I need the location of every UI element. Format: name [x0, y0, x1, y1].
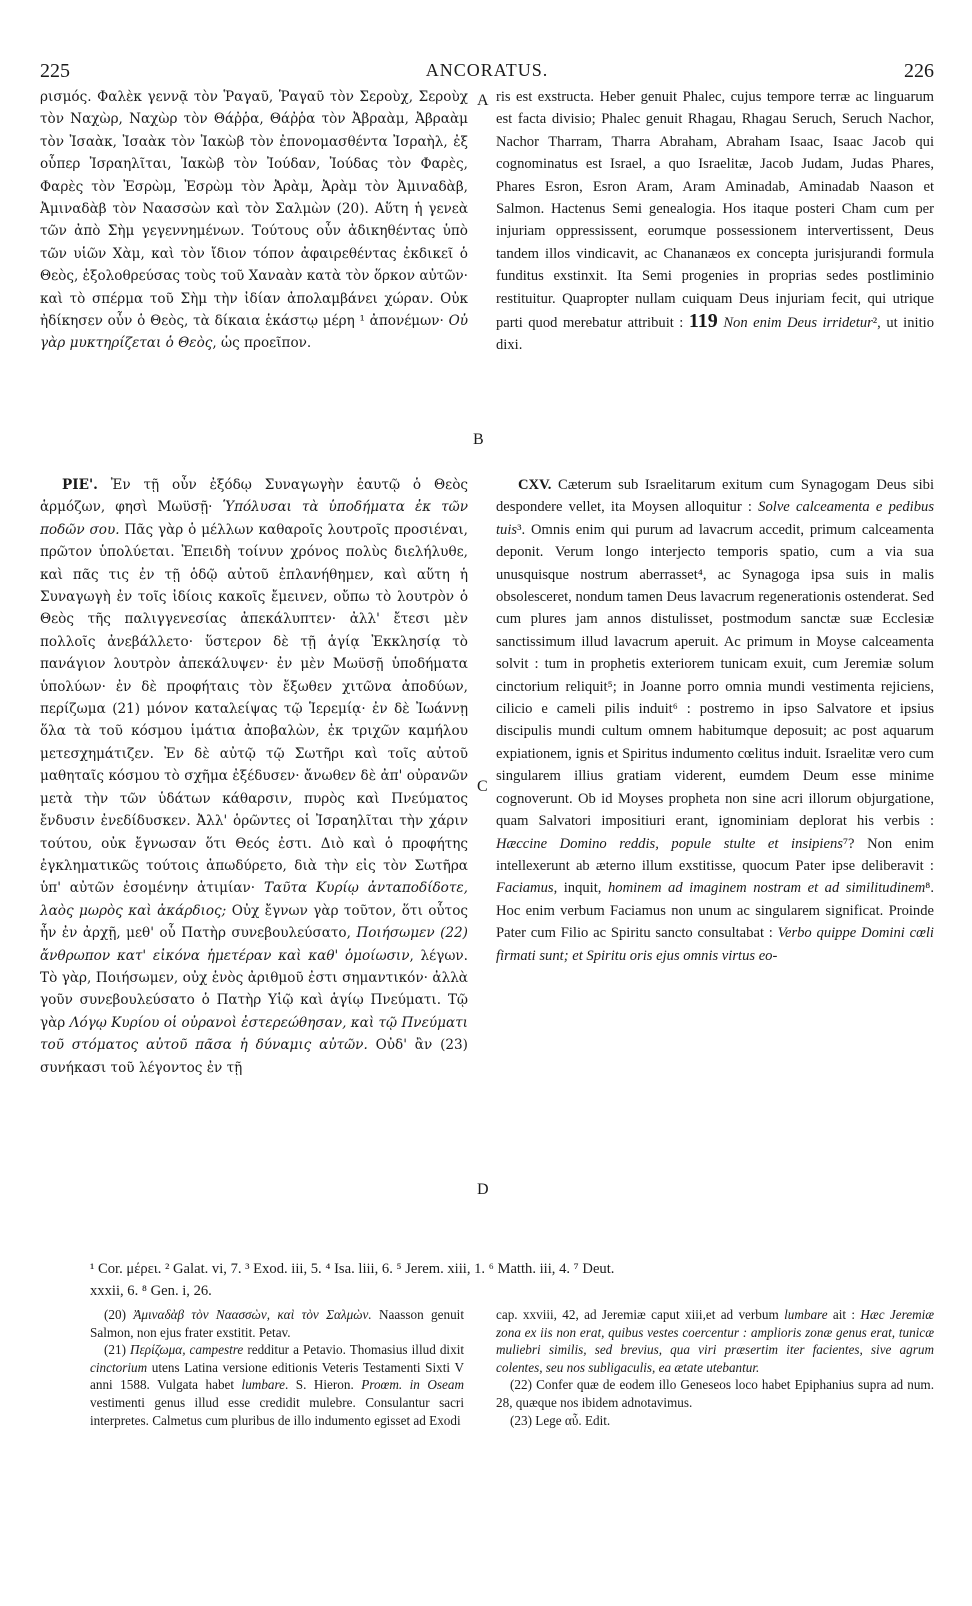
latin-quote: Hæccine Domino reddis, popule stulte et insipiens	[496, 835, 843, 852]
footnote-text: vestimenti genus illud esse credidit mulebre. Consulantur sacri interpretes. Calmetus cum pluribus de illo indumento egisset ad Exodi	[90, 1394, 464, 1428]
footnote-quote: lumbare	[784, 1307, 828, 1322]
greek-column-paragraph-1	[40, 86, 468, 355]
latin-quote: Non enim Deus irridetur	[723, 315, 873, 332]
greek-section-number: ΡΙΕ'.	[62, 477, 98, 493]
footnote-text: redditur a Petavio. Thomasius illud dixit	[247, 1342, 465, 1358]
footnote-22: (22) Confer quæ de eodem illo Geneseos loco habet Epiphanius supra ad num. 28, quæque nos ibidem adnotavimus.	[496, 1377, 934, 1410]
greek-text: , ὡς προεῖπον.	[212, 335, 312, 352]
running-header	[40, 60, 934, 86]
footnote-quote: Ἀμιναδὰβ τὸν Ναασσὼν, καὶ τὸν Σαλμὼν.	[133, 1307, 372, 1322]
footnote-21	[90, 1341, 464, 1429]
latin-text: ⁷? Non enim intellexerunt ab æterno illum exstitisse, quocum Pater ipse deliberavit :	[496, 835, 934, 874]
footnote-number: (21)	[104, 1342, 126, 1358]
page-number-right: 226	[904, 60, 934, 82]
greek-quote: Οὐ γὰρ μυκτηρίζεται ὁ Θεὸς	[40, 313, 468, 352]
latin-quote: Solve calceamenta e pedibus tuis	[496, 499, 935, 538]
greek-text: , λέγων. Τὸ γὰρ, Ποιήσωμεν, οὐχ ἑνὸς ἀριθμοῦ ἐστι σημαντικόν· ἀλλὰ γοῦν συνεβουλεύσατο ὁ Πατὴρ Υἱῷ καὶ ἁγίῳ Πνεύματι. Τῷ γὰρ	[40, 947, 468, 1031]
greek-column-paragraph-2	[40, 474, 468, 1079]
margin-marker-c: C	[477, 778, 488, 795]
footnote-text: . S. Hieron.	[285, 1377, 354, 1393]
greek-text: Οὐδ' ἂν (23) συνήκασι τοῦ λέγοντος ἐν τῇ	[40, 1037, 468, 1076]
footnote-23	[496, 1412, 934, 1430]
greek-text: Ἐν τῇ οὖν ἐξόδῳ Συναγωγὴν ἑαυτῷ ὁ Θεὸς ἁρμόζων, φησὶ Μωϋσῇ·	[40, 477, 468, 516]
footnote-text: utens Latina versione editionis Veteris Testamenti Sixti V anni 1588. Vulgata habet	[90, 1359, 464, 1393]
footnote-quote: lumbare	[241, 1377, 285, 1393]
margin-marker-d: D	[477, 1181, 489, 1198]
footnote-21-continued	[496, 1306, 934, 1376]
references-line-2: xxxii, 6. ⁸ Gen. i, 26.	[90, 1283, 212, 1299]
footnote-text: cap. xxviii, 42, ad Jeremiæ caput xiii,et ad verbum	[496, 1307, 779, 1322]
footnote-quote: Περίζωμα, campestre	[130, 1342, 244, 1358]
footnotes-right	[496, 1306, 934, 1429]
margin-marker-a: A	[477, 92, 489, 109]
latin-quote: Verbo quippe Domini cœli firmati sunt; et Spiritu oris ejus omnis virtus eo-	[496, 925, 934, 964]
greek-text: ρισμός. Φαλὲκ γεννᾷ τὸν Ῥαγαῦ, Ῥαγαῦ τὸν Σεροὺχ, Σεροὺχ τὸν Ναχὼρ, Ναχὼρ τὸν Θάῤῥα, Θάῤῥα τὸν Ἀβραὰμ, Ἀβραὰμ τὸν Ἰσαὰκ, Ἰσαὰκ τὸν Ἰακὼβ τὸν ἐπονομασθέντα Ἰσραὴλ, ἐξ οὗπερ Ἰσραηλῖται, Ἰακὼβ τὸν Ἰούδαν, Ἰούδας τὸν Φαρὲς, Φαρὲς τὸν Ἐσρὼμ, Ἐσρὼμ τὸν Ἀρὰμ, Ἀρὰμ τὸν Ἀμιναδὰβ, Ἀμιναδὰβ τὸν Ναασσὼν καὶ τὸν Σαλμὼν (20). Αὕτη ἡ γενεὰ τῶν ἀπὸ Σὴμ γεγεννημένων. Τούτους οὖν ἀδικηθέντας ὑπὸ τῶν υἱῶν Χὰμ, καὶ τὸν ἴδιον τόπον ἀφαιρεθέντας ἐκδικεῖ ὁ Θεὸς, ἐξολοθρεύσας τοὺς τοῦ Χαναὰν κατὰ τὸν ὅρκον αὐτῶν· καὶ τὸ σπέρμα τοῦ Σὴμ τὴν ἰδίαν ἀπολαμβάνει χώραν. Οὐκ ἠδίκησεν οὖν ὁ Θεὸς, τὰ δίκαια ἑκάστῳ μέρη ¹ ἀπονέμων·	[40, 89, 468, 330]
footnote-number: (20)	[104, 1307, 126, 1322]
section-number-119: 119	[688, 310, 718, 333]
latin-text: ³. Omnis enim qui purum ad lavacrum accedit, primum calceamenta deponit. Verum longo interjecto temporis spatio, cum a via sua unusquisque nostrum aberrasset⁴, ac Synagoga ipsa suis in malis obsolesceret, nondum tamen Deus lavacrum regenerationis ostenderat. Sed cum plures jam annos distulisset, postmodum sanctæ suæ Ecclesiæ sanctissimum illud lavacrum aperuit. Ac primum in Moyse calceamenta solvit : tum in prophetis exteriorem tunicam exuit, cum Jeremiæ solum cinctorium reliquit⁵; in Joanne porro omnia mundi vestimenta rejiciens, cilicio e cameli pilis induit⁶ : postremo in ipso Salvatore et ipsius discipulis mundi cultum omnem habitumque deposuit; ac post aquarum expiationem, ignis et Spiritus indumento cœlitus induit. Israelitæ vero cum singularem illius gratiam viderent, eumdem Deum esse minime cognoverunt. Ob id Moyses propheta non sine acri illorum objurgatione, quam Salvatori impositiuri erant, ignominiam deplorat his verbis :	[496, 521, 934, 830]
footnote-text: Edit.	[584, 1412, 611, 1428]
page-number-left: 225	[40, 60, 70, 82]
footnote-quote: cinctorium	[90, 1359, 148, 1375]
margin-marker-b: B	[473, 431, 484, 448]
footnote-text: ait :	[832, 1307, 856, 1322]
greek-quote: Ποιήσωμεν (22) ἄνθρωπον κατ' εἰκόνα ἡμετέραν καὶ καθ' ὁμοίωσιν	[40, 925, 468, 964]
greek-quote: Ταῦτα Κυρίῳ ἀνταποδίδοτε, λαὸς μωρὸς καὶ ἀκάρδιος;	[40, 880, 468, 919]
footnote-20	[90, 1306, 464, 1341]
latin-quote: Faciamus	[496, 880, 554, 897]
latin-text: , inquit,	[553, 880, 602, 897]
references-line-1: ¹ Cor. μέρει. ² Galat. vi, 7. ³ Exod. iii, 5. ⁴ Isa. liii, 6. ⁵ Jerem. xiii, 1. ⁶ Matth. iii, 4. ⁷ Deut.	[90, 1261, 615, 1277]
latin-section-number: CXV.	[518, 477, 552, 493]
greek-text: Οὐχ ἔγνων γὰρ τοῦτον, ὅτι οὗτος ἦν ἐν ἀρχῇ, μεθ' οὗ Πατὴρ συνεβουλεύσατο,	[40, 902, 468, 942]
footnotes-left	[90, 1306, 464, 1429]
footnote-text: (23) Lege αὖ.	[510, 1412, 582, 1428]
greek-quote: Ὑπόλυσαι τὰ ὑποδήματα ἐκ τῶν ποδῶν σου.	[40, 499, 469, 538]
latin-column-paragraph-2	[496, 474, 934, 967]
greek-quote: Λόγῳ Κυρίου οἱ οὐρανοὶ ἐστερεώθησαν, καὶ τῷ Πνεύματι τοῦ στόματος αὐτοῦ πᾶσα ἡ δύναμις αὐτῶν.	[40, 1014, 468, 1054]
latin-text: ², ut initio dixi.	[496, 315, 934, 354]
footnote-quote: Proœm. in Oseam	[361, 1377, 464, 1393]
greek-text: Πᾶς γὰρ ὁ μέλλων καθαροῖς λουτροῖς προσιέναι, πρῶτον ὑπολύεται. Ἐπειδὴ τοίνυν χρόνος πολὺς διελήλυθε, καὶ πᾶς τις ἐν τῇ ὁδῷ αὐτοῦ ἐπλανήθημεν, καὶ αὕτη ἡ Συναγωγὴ ἐν τοῖς ἰδίοις κακοῖς ἔμεινεν, οὔπω τὸ λουτρὸν ὁ Θεὸς τῆς παλιγγενεσίας ἀπεκάλυπτεν· ἀλλ' ἔτεσι μὲν πολλοῖς ἀνεβάλλετο· ὕστερον δὲ τῇ ἁγίᾳ Ἐκκλησίᾳ τὸ πανάγιον λουτρὸν ἀπεκάλυψεν· ἐν μὲν Μωϋσῇ ὑποδήματα ὑπολύων· ἐν δὲ προφήταις τὸν ἔξωθεν χιτῶνα ἀποδύων, περίζωμα (21) μόνον καταλείψας τῷ Ἱερεμίᾳ· ἐν δὲ Ἰωάννῃ ὅλα τὰ τοῦ κόσμου ἱμάτια ἀποβαλὼν, ἐκ τριχῶν καμήλου μετεσχημάτιζεν. Ἐν δὲ αὐτῷ τῷ Σωτῆρι καὶ τοῖς αὐτοῦ μαθηταῖς κόσμου τὸ σχῆμα ἐξέδυσεν· ἄνωθεν δὲ ἀπ' οὐρανῶν μετὰ τὴν τῶν ὑδάτων κάθαρσιν, πυρὸς καὶ Πνεύματος ἔνδυσιν ἐνεδίδυσκεν. Ἀλλ' ὁρῶντες οἱ Ἰσραηλῖται τὴν χάριν τούτου, οὐκ ἔγνωσαν ὅτι Θεός ἐστι. Διὸ καὶ ὁ προφήτης ἐγκληματικῶς τούτοις ἀπωδύρετο, διὰ τὴν εἰς τὸν Σωτῆρα ὑπ' αὐτῶν ἐσομένην ἀτιμίαν·	[40, 521, 468, 897]
latin-quote: hominem ad imaginem nostram et ad similitudinem	[607, 880, 926, 897]
latin-column-paragraph-1	[496, 86, 934, 357]
latin-text: ⁸. Hoc enim verbum Faciamus non unum ac singularem significat. Proinde Pater cum Filio ac Spiritu sancto consultabat :	[496, 880, 934, 942]
footnote-quote: Hæc Jeremiæ zona ex iis non erat, quibus vestes coercentur : amplioris zonæ genus erat, tunicæ muliebri similis, sed brevius, qua viri præsertim iter facientes, sive agrum colentes, seu nos subligaculis, ea ætate utebantur.	[496, 1307, 935, 1375]
footnote-text: Naasson genuit Salmon, non ejus frater exstitit. Petav.	[90, 1307, 464, 1340]
scripture-references	[90, 1258, 932, 1302]
latin-text: Cæterum sub Israelitarum exitum cum Synagogam Deus sibi despondere vellet, ita Moysen alloquitur :	[496, 477, 934, 516]
latin-text: ris est exstructa. Heber genuit Phalec, cujus tempore terræ ac linguarum est facta divisio; Phalec genuit Rhagau, Rhagau Seruch, Seruch Nachor, Nachor Tharram, Tharra Abraham, Abraham Isaac, Isaac Jacob qui cognominatus est Israel, a quo Israelitæ, Jacob Judam, Judas Phares, Phares Esron, Esron Aram, Aram Aminadab, Aminadab Naason et Salmon. Hactenus Semi genealogia. Hos itaque posteri Cham cum per injuriam oppressissent, eorumque possessionem intervertissent, Deus tandem illos vindicavit, ac Chananæos ex concepta jurisjurandi formula funditus exstinxit. Ita Semi progenies in proprias sedes postliminio restituitur. Quapropter nullam cuiquam Deus injuriam fecit, qui utrique parti quod merebatur attribuit :	[496, 89, 934, 332]
running-title: ANCORATUS.	[425, 60, 549, 80]
